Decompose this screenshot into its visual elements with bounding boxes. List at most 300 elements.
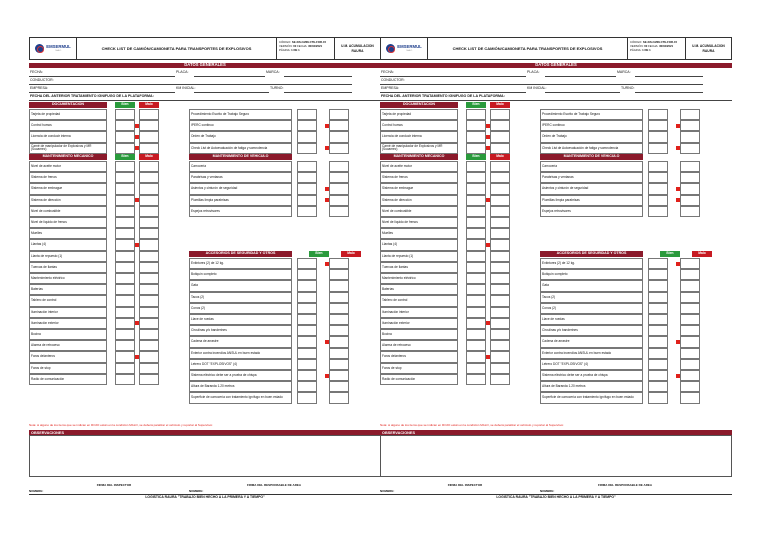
acc-ok-check[interactable]: [297, 381, 317, 392]
fecha-label: FECHA:: [381, 70, 394, 74]
mec-item: Bocina: [380, 329, 458, 340]
acc-ok-check[interactable]: [648, 325, 668, 336]
treatment-date-line[interactable]: [29, 100, 381, 101]
mec-bad-check[interactable]: [139, 161, 159, 172]
acc-bad-check[interactable]: [680, 370, 700, 381]
critical-item-marker: [325, 262, 329, 266]
critical-item-marker: [135, 135, 139, 139]
mec-bad-check[interactable]: [139, 295, 159, 306]
mec-bad-check[interactable]: [490, 329, 510, 340]
pagina-value: 1 DE 1: [642, 48, 651, 53]
treatment-date-label: FECHA DEL ANTERIOR TRATAMIENTO IGNIFUGO DE LA PLATAFORMA:: [30, 94, 154, 98]
mec-bad-check[interactable]: [139, 195, 159, 206]
mec-ok-check[interactable]: [115, 351, 135, 362]
pagina-value: 1 DE 1: [291, 48, 300, 53]
mec-bad-check[interactable]: [490, 273, 510, 284]
acc-item: Superficie de carrocería con tratamiento ignífugo en buen estado: [189, 392, 292, 403]
mec-ok-check[interactable]: [466, 195, 486, 206]
mec-ok-check[interactable]: [115, 284, 135, 295]
doc-ok-check[interactable]: [115, 109, 135, 120]
doc-bad-check[interactable]: [139, 109, 159, 120]
critical-item-marker: [486, 198, 490, 202]
mec-bad-check[interactable]: [490, 161, 510, 172]
doc-right-bad-check[interactable]: [329, 109, 349, 120]
mec-bad-check[interactable]: [139, 217, 159, 228]
veh-item: Carrocería: [540, 161, 643, 172]
doc-right-item: IPERC continuo: [540, 120, 643, 131]
doc-right-bad-check[interactable]: [680, 109, 700, 120]
mec-ok-check[interactable]: [466, 329, 486, 340]
input-line[interactable]: [194, 76, 265, 77]
acc-bad-check[interactable]: [680, 280, 700, 291]
acc-ok-check[interactable]: [297, 314, 317, 325]
mec-bad-check[interactable]: [490, 195, 510, 206]
doc-right-ok-check[interactable]: [297, 109, 317, 120]
mec-item: Sistema de dirección: [380, 195, 458, 206]
doc-bad-check[interactable]: [139, 131, 159, 142]
mec-bad-check[interactable]: [139, 374, 159, 385]
veh-ok-check[interactable]: [297, 172, 317, 183]
warning-note: Nota: si alguno de los items que se indican en ROJO están en la condición MALO, se deberá paralizar el vehículo y reportar al Supervisor.: [29, 423, 213, 427]
observaciones-box[interactable]: [380, 435, 732, 477]
veh-ok-check[interactable]: [648, 195, 668, 206]
mec-ok-check[interactable]: [466, 206, 486, 217]
mec-item: Llantas (4): [380, 239, 458, 250]
mec-ok-check[interactable]: [115, 363, 135, 374]
acc-ok-check[interactable]: [297, 370, 317, 381]
mec-ok-check[interactable]: [466, 273, 486, 284]
fecha-label: FECHA:: [30, 70, 43, 74]
acc-bad-check[interactable]: [329, 303, 349, 314]
mec-bad-check[interactable]: [139, 183, 159, 194]
mec-bad-check[interactable]: [490, 363, 510, 374]
doc-right-bad-check[interactable]: [680, 143, 700, 154]
acc-bad-check[interactable]: [329, 325, 349, 336]
doc-right-bad-check[interactable]: [680, 131, 700, 142]
mec-ok-check[interactable]: [466, 262, 486, 273]
acc-ok-check[interactable]: [648, 381, 668, 392]
mec-bad-check[interactable]: [490, 318, 510, 329]
logo-mark-icon: [35, 44, 44, 53]
acc-ok-check[interactable]: [648, 348, 668, 359]
acc-item: Cadena de arrastre: [189, 336, 292, 347]
input-line[interactable]: [194, 92, 269, 93]
mec-ok-check[interactable]: [115, 307, 135, 318]
logo-text: [397, 45, 422, 52]
acc-ok-check[interactable]: [297, 325, 317, 336]
doc-bad-check[interactable]: [490, 109, 510, 120]
input-line[interactable]: [284, 76, 352, 77]
critical-item-marker: [486, 124, 490, 128]
input-line[interactable]: [284, 92, 352, 93]
doc-right-bad-check[interactable]: [329, 120, 349, 131]
acc-ok-check[interactable]: [297, 336, 317, 347]
doc-right-ok-check[interactable]: [648, 143, 668, 154]
mec-item: Alarma de retroceso: [29, 340, 107, 351]
acc-ok-check[interactable]: [648, 303, 668, 314]
doc-right-ok-check[interactable]: [648, 120, 668, 131]
veh-bad-check[interactable]: [680, 161, 700, 172]
acc-item: Exterior contra incendios ANSUL en buen estado: [540, 348, 643, 359]
veh-ok-check[interactable]: [648, 183, 668, 194]
unit-name: U.M. ACUMULACION RAURA: [341, 43, 374, 53]
acc-ok-check[interactable]: [297, 258, 317, 269]
mec-item: Iluminación exterior: [29, 318, 107, 329]
veh-bad-check[interactable]: [329, 206, 349, 217]
acc-ok-check[interactable]: [648, 280, 668, 291]
logo: [30, 38, 77, 59]
treatment-date-line[interactable]: [380, 100, 732, 101]
section-mecanico: MANTENIMIENTO MECANICO: [380, 154, 458, 160]
mec-ok-check[interactable]: [115, 217, 135, 228]
acc-bad-check[interactable]: [329, 359, 349, 370]
acc-ok-check[interactable]: [648, 269, 668, 280]
critical-item-marker: [135, 146, 139, 150]
mec-ok-check[interactable]: [115, 183, 135, 194]
mec-bad-check[interactable]: [139, 318, 159, 329]
mec-ok-check[interactable]: [466, 363, 486, 374]
logo-sub: S.A.C.: [55, 49, 62, 52]
doc-right-bad-check[interactable]: [329, 143, 349, 154]
mec-ok-check[interactable]: [115, 340, 135, 351]
mec-ok-check[interactable]: [466, 251, 486, 262]
acc-ok-check[interactable]: [297, 348, 317, 359]
critical-item-marker: [486, 321, 490, 325]
mec-ok-check[interactable]: [466, 340, 486, 351]
acc-ok-check[interactable]: [297, 280, 317, 291]
input-line[interactable]: [635, 76, 703, 77]
acc-bad-check[interactable]: [329, 280, 349, 291]
mec-ok-check[interactable]: [466, 183, 486, 194]
marca-label: MARCA:: [266, 70, 280, 74]
mec-item: Tablero de control: [380, 295, 458, 306]
mec-bad-check[interactable]: [490, 251, 510, 262]
veh-bad-check[interactable]: [329, 195, 349, 206]
codigo-value: SE-RAU-MIN-CTE-FOR-15: [291, 40, 327, 44]
acc-bad-check[interactable]: [680, 269, 700, 280]
mec-item: Iluminación interior: [29, 307, 107, 318]
veh-ok-check[interactable]: [648, 206, 668, 217]
acc-ok-check[interactable]: [648, 359, 668, 370]
mec-item: Muelles: [380, 228, 458, 239]
version-label: VERSIÓN:: [630, 44, 644, 49]
acc-bad-check[interactable]: [329, 258, 349, 269]
acc-item: Circulinas y/o banderines: [540, 325, 643, 336]
doc-item: Carné de manipulador de Explosivos y MR (Sucamec): [380, 143, 458, 154]
critical-item-marker: [325, 374, 329, 378]
mec-ok-check[interactable]: [115, 206, 135, 217]
veh-item: Espejos retrovisores: [540, 206, 643, 217]
turno-label: TURNO:: [621, 86, 635, 90]
mec-bad-check[interactable]: [490, 295, 510, 306]
observaciones-banner: OBSERVACIONES: [380, 430, 732, 435]
mec-ok-check[interactable]: [115, 239, 135, 250]
mec-ok-check[interactable]: [115, 273, 135, 284]
acc-ok-check[interactable]: [297, 359, 317, 370]
acc-item: Altura de Baranda 1.20 metros: [540, 381, 643, 392]
mec-ok-check[interactable]: [466, 284, 486, 295]
critical-item-marker: [135, 243, 139, 247]
doc-right-bad-check[interactable]: [680, 120, 700, 131]
placa-label: PLACA:: [176, 70, 189, 74]
mec-bad-check[interactable]: [139, 351, 159, 362]
doc-right-item: Orden de Trabajo: [189, 131, 292, 142]
doc-ok-check[interactable]: [466, 109, 486, 120]
acc-bad-check[interactable]: [680, 359, 700, 370]
veh-bad-check[interactable]: [329, 183, 349, 194]
logo-name: EMSERMUL: [46, 44, 71, 50]
acc-bad-check[interactable]: [680, 292, 700, 303]
mec-ok-check[interactable]: [466, 318, 486, 329]
acc-item: Letrero DOT "EXPLOSIVOS" (4): [540, 359, 643, 370]
doc-right-ok-check[interactable]: [648, 131, 668, 142]
acc-ok-check[interactable]: [648, 336, 668, 347]
mec-ok-check[interactable]: [115, 295, 135, 306]
input-line[interactable]: [545, 76, 616, 77]
mec-item: Nivel de liquido de frenos: [380, 217, 458, 228]
mec-ok-check[interactable]: [466, 217, 486, 228]
veh-bad-check[interactable]: [680, 172, 700, 183]
acc-bad-check[interactable]: [680, 325, 700, 336]
mec-ok-check[interactable]: [466, 351, 486, 362]
veh-ok-check[interactable]: [297, 206, 317, 217]
mec-bad-check[interactable]: [139, 340, 159, 351]
mec-bad-check[interactable]: [139, 329, 159, 340]
mec-bad-check[interactable]: [490, 183, 510, 194]
fecha-doc-value: 30/04/2021: [308, 44, 323, 49]
veh-ok-check[interactable]: [297, 161, 317, 172]
mec-bad-check[interactable]: [490, 307, 510, 318]
acc-item: Cadena de arrastre: [540, 336, 643, 347]
doc-right-item: Procedimiento Escrito de Trabajo Seguro: [540, 109, 643, 120]
fecha-doc-label: FECHA:: [648, 44, 659, 49]
veh-item: Parabrisas y ventanas: [189, 172, 292, 183]
doc-item: Carné de manipulador de Explosivos y MR (Sucamec): [29, 143, 107, 154]
mec-ok-check[interactable]: [115, 262, 135, 273]
acc-bad-check[interactable]: [329, 381, 349, 392]
responsable-name-label: NOMBRE:: [540, 489, 555, 493]
acc-bad-check[interactable]: [329, 348, 349, 359]
acc-ok-check[interactable]: [297, 303, 317, 314]
observaciones-box[interactable]: [29, 435, 381, 477]
logo-sub: S.A.C.: [406, 49, 413, 52]
veh-bad-check[interactable]: [680, 206, 700, 217]
mec-bad-check[interactable]: [490, 351, 510, 362]
inspector-name-label: NOMBRE:: [380, 489, 395, 493]
acc-bad-check[interactable]: [329, 336, 349, 347]
acc-bad-check[interactable]: [329, 292, 349, 303]
doc-ok-check[interactable]: [466, 143, 486, 154]
acc-bad-check[interactable]: [329, 269, 349, 280]
logo-text: [46, 45, 71, 52]
veh-bad-check[interactable]: [680, 183, 700, 194]
mec-item: Radio de comunicación: [29, 374, 107, 385]
veh-bad-check[interactable]: [680, 195, 700, 206]
doc-ok-check[interactable]: [115, 143, 135, 154]
doc-right-ok-check[interactable]: [297, 143, 317, 154]
mec-bad-check[interactable]: [490, 374, 510, 385]
turno-label: TURNO:: [270, 86, 284, 90]
acc-ok-check[interactable]: [297, 269, 317, 280]
critical-item-marker: [486, 355, 490, 359]
acc-bad-check[interactable]: [680, 381, 700, 392]
critical-item-marker: [676, 146, 680, 150]
acc-bad-check[interactable]: [329, 370, 349, 381]
acc-ok-check[interactable]: [297, 392, 317, 403]
mec-item: Faros de stop: [29, 363, 107, 374]
input-line[interactable]: [380, 76, 526, 77]
pagina-label: PÁGINA:: [630, 48, 642, 53]
input-line[interactable]: [29, 76, 175, 77]
mec-bad-check[interactable]: [490, 217, 510, 228]
mec-ok-check[interactable]: [466, 307, 486, 318]
acc-bad-check[interactable]: [680, 336, 700, 347]
fecha-doc-value: 30/04/2021: [659, 44, 674, 49]
responsable-signature-label: FIRMA DEL RESPONSABLE DE AREA: [246, 483, 302, 487]
conductor-label: CONDUCTOR:: [381, 78, 405, 82]
mec-ok-check[interactable]: [115, 195, 135, 206]
acc-ok-check[interactable]: [648, 314, 668, 325]
codigo-label: CÓDIGO:: [279, 40, 292, 44]
doc-item: Control humos: [380, 120, 458, 131]
mec-ok-check[interactable]: [466, 228, 486, 239]
mec-bad-check[interactable]: [139, 251, 159, 262]
section-mecanico: MANTENIMIENTO MECANICO: [29, 154, 107, 160]
placa-label: PLACA:: [527, 70, 540, 74]
mec-ok-check[interactable]: [115, 228, 135, 239]
mec-ok-check[interactable]: [466, 239, 486, 250]
veh-bad-check[interactable]: [329, 161, 349, 172]
doc-item: Licencia de conducir interna: [29, 131, 107, 142]
fecha-doc-label: FECHA:: [297, 44, 308, 49]
inspector-signature-label: FIRMA DEL INSPECTOR: [447, 483, 483, 487]
acc-ok-check[interactable]: [297, 292, 317, 303]
treatment-date-label: FECHA DEL ANTERIOR TRATAMIENTO IGNIFUGO DE LA PLATAFORMA:: [381, 94, 505, 98]
doc-bad-check[interactable]: [139, 120, 159, 131]
input-line[interactable]: [635, 92, 703, 93]
mec-bad-check[interactable]: [139, 262, 159, 273]
doc-right-bad-check[interactable]: [329, 131, 349, 142]
doc-bad-check[interactable]: [490, 120, 510, 131]
mec-bad-check[interactable]: [139, 206, 159, 217]
mec-bad-check[interactable]: [490, 284, 510, 295]
mec-bad-check[interactable]: [490, 340, 510, 351]
acc-bad-check[interactable]: [329, 314, 349, 325]
input-line[interactable]: [380, 84, 703, 85]
acc-bad-check[interactable]: [680, 314, 700, 325]
conductor-label: CONDUCTOR:: [30, 78, 54, 82]
doc-ok-check[interactable]: [466, 131, 486, 142]
doc-bad-check[interactable]: [139, 143, 159, 154]
version-value: 00: [293, 44, 297, 49]
doc-right-ok-check[interactable]: [648, 109, 668, 120]
mec-bad-check[interactable]: [490, 206, 510, 217]
mec-ok-check[interactable]: [466, 172, 486, 183]
mec-item: Mantenimiento eléctrico: [380, 273, 458, 284]
bad-header-acc: Malo: [341, 251, 361, 257]
doc-right-ok-check[interactable]: [297, 131, 317, 142]
mec-ok-check[interactable]: [466, 374, 486, 385]
veh-ok-check[interactable]: [297, 195, 317, 206]
mec-ok-check[interactable]: [115, 251, 135, 262]
acc-ok-check[interactable]: [648, 392, 668, 403]
acc-item: Circulinas y/o banderines: [189, 325, 292, 336]
mec-bad-check[interactable]: [139, 273, 159, 284]
mec-bad-check[interactable]: [139, 363, 159, 374]
mec-ok-check[interactable]: [115, 161, 135, 172]
veh-ok-check[interactable]: [648, 172, 668, 183]
acc-ok-check[interactable]: [648, 370, 668, 381]
critical-item-marker: [325, 198, 329, 202]
mec-item: Sistema de frenos: [380, 172, 458, 183]
mec-ok-check[interactable]: [115, 318, 135, 329]
mec-ok-check[interactable]: [466, 295, 486, 306]
ok-header-mec: Bien: [466, 154, 486, 160]
mec-item: Sistema de frenos: [29, 172, 107, 183]
veh-bad-check[interactable]: [329, 172, 349, 183]
acc-bad-check[interactable]: [680, 348, 700, 359]
mec-bad-check[interactable]: [139, 228, 159, 239]
veh-ok-check[interactable]: [297, 183, 317, 194]
mec-ok-check[interactable]: [466, 161, 486, 172]
mec-ok-check[interactable]: [115, 329, 135, 340]
input-line[interactable]: [380, 92, 526, 93]
responsable-signature-label: FIRMA DEL RESPONSABLE DE AREA: [597, 483, 653, 487]
mec-bad-check[interactable]: [139, 172, 159, 183]
acc-item: Conos (2): [540, 303, 643, 314]
veh-ok-check[interactable]: [648, 161, 668, 172]
version-value: 00: [644, 44, 648, 49]
section-vehiculo: MANTENIMIENTO DE VEHICULO: [540, 154, 643, 160]
mec-ok-check[interactable]: [115, 374, 135, 385]
mec-bad-check[interactable]: [490, 239, 510, 250]
acc-ok-check[interactable]: [648, 292, 668, 303]
input-line[interactable]: [545, 92, 620, 93]
doc-ok-check[interactable]: [466, 120, 486, 131]
doc-bad-check[interactable]: [490, 143, 510, 154]
doc-right-item: IPERC continuo: [189, 120, 292, 131]
inspector-signature-label: FIRMA DEL INSPECTOR: [96, 483, 132, 487]
mec-bad-check[interactable]: [490, 172, 510, 183]
acc-ok-check[interactable]: [648, 258, 668, 269]
mec-bad-check[interactable]: [139, 284, 159, 295]
doc-ok-check[interactable]: [115, 131, 135, 142]
mec-item: Muelles: [29, 228, 107, 239]
doc-ok-check[interactable]: [115, 120, 135, 131]
mec-bad-check[interactable]: [139, 239, 159, 250]
mec-ok-check[interactable]: [115, 172, 135, 183]
form-header: [380, 37, 732, 60]
doc-bad-check[interactable]: [490, 131, 510, 142]
mec-item: Tuercas de llantas: [29, 262, 107, 273]
acc-bad-check[interactable]: [680, 392, 700, 403]
bad-header-doc: Malo: [490, 102, 510, 108]
veh-item: Parabrisas y ventanas: [540, 172, 643, 183]
doc-right-ok-check[interactable]: [297, 120, 317, 131]
acc-bad-check[interactable]: [680, 303, 700, 314]
input-line[interactable]: [29, 84, 352, 85]
mec-bad-check[interactable]: [490, 228, 510, 239]
mec-bad-check[interactable]: [139, 307, 159, 318]
acc-bad-check[interactable]: [329, 392, 349, 403]
mec-item: Faros delanteros: [380, 351, 458, 362]
veh-item: Asientos y cinturón de seguridad: [540, 183, 643, 194]
input-line[interactable]: [29, 92, 175, 93]
critical-item-marker: [676, 262, 680, 266]
acc-bad-check[interactable]: [680, 258, 700, 269]
codigo-label: CÓDIGO:: [630, 40, 643, 44]
mec-bad-check[interactable]: [490, 262, 510, 273]
